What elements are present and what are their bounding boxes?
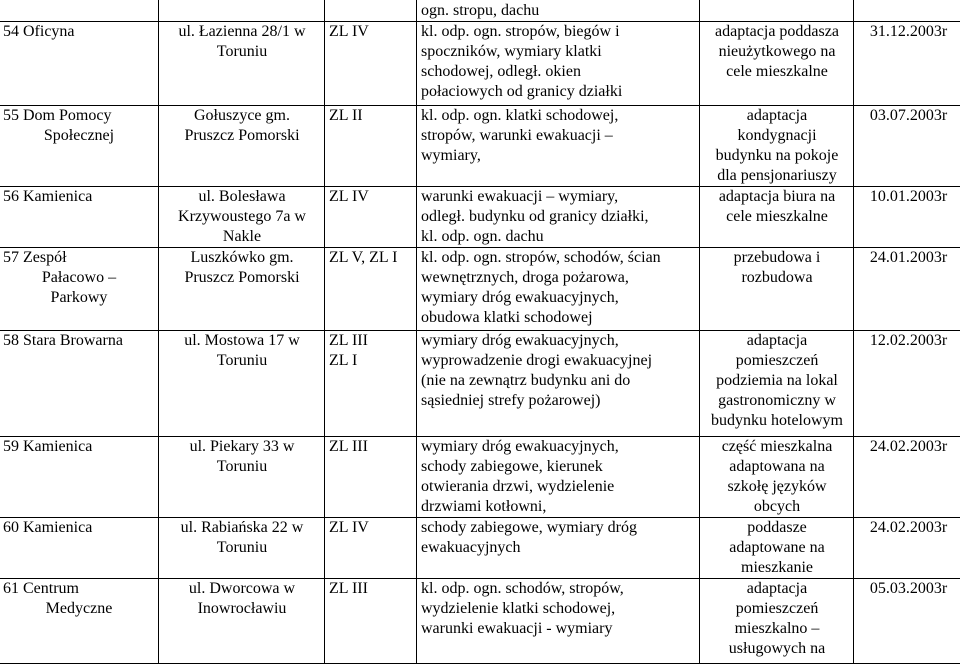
object-name-line: Parkowy	[50, 289, 108, 306]
cont-name-cell	[0, 0, 159, 22]
scope-line: kondygnacji	[737, 127, 817, 144]
address-cell	[159, 518, 325, 579]
object-name-line: Oficyna	[23, 23, 75, 40]
address-line: ul. Łazienna 28/1 w	[178, 23, 306, 40]
address-cell	[159, 106, 325, 187]
scope-cell	[700, 518, 854, 579]
object-name-cell	[0, 518, 159, 579]
scope-line: adaptacja	[746, 580, 808, 597]
scope-cell	[700, 331, 854, 437]
requirements-cell	[417, 518, 700, 579]
scope-line: adaptacja	[746, 332, 808, 349]
risk-category-line: ZL IV	[329, 188, 369, 205]
cont-requirements-line: ogn. stropu, dachu	[421, 2, 540, 19]
table-row	[0, 187, 960, 248]
requirements-cell	[417, 248, 700, 331]
address-line: Pruszcz Pomorski	[184, 127, 300, 144]
requirements-line: wydzielenie klatki schodowej,	[421, 600, 616, 617]
scope-line: adaptacja poddasza	[715, 23, 839, 40]
risk-category-line: ZL V, ZL I	[329, 249, 398, 266]
requirements-line: kl. odp. ogn. stropów, biegów i	[421, 23, 620, 40]
requirements-cell	[417, 579, 700, 664]
requirements-line: wymiary dróg ewakuacyjnych,	[421, 438, 619, 455]
address-cell	[159, 248, 325, 331]
requirements-line: warunki ewakuacji – wymiary,	[421, 188, 619, 205]
object-name-cell	[0, 248, 159, 331]
scope-line: część mieszkalna	[721, 438, 833, 455]
requirements-line: odległ. budynku od granicy działki,	[421, 208, 649, 225]
address-line: Inowrocławiu	[197, 600, 287, 617]
risk-category-line: ZL III	[329, 580, 368, 597]
risk-category-cell	[325, 22, 417, 106]
date: 10.01.2003r	[869, 188, 948, 205]
date: 24.01.2003r	[869, 249, 948, 266]
row-number: 55	[3, 107, 19, 124]
requirements-line: schodowej, odległ. okien	[421, 63, 581, 80]
object-name-line: Społecznej	[43, 127, 115, 144]
address-line: Toruniu	[216, 43, 268, 60]
risk-category-cell	[325, 187, 417, 248]
scope-line: poddasze	[747, 519, 807, 536]
scope-line: adaptowane na	[729, 539, 825, 556]
risk-category-cell	[325, 248, 417, 331]
requirements-cell	[417, 22, 700, 106]
object-name-line: Stara Browarna	[23, 332, 123, 349]
object-name-line: Medyczne	[45, 600, 113, 617]
requirements-line: warunki ewakuacji - wymiary	[421, 620, 613, 637]
date-cell	[854, 248, 960, 331]
table-row	[0, 106, 960, 187]
scope-line: cele mieszkalne	[726, 63, 828, 80]
address-line: Pruszcz Pomorski	[184, 269, 300, 286]
object-name-line: Centrum	[23, 580, 79, 597]
object-name-line: Zespół	[23, 249, 67, 266]
scope-line: dla pensjonariuszy	[717, 167, 837, 184]
row-number: 59	[3, 438, 19, 455]
requirements-line: ewakuacyjnych	[421, 539, 521, 556]
requirements-line: otwierania drzwi, wydzielenie	[421, 478, 615, 495]
object-name-cell	[0, 331, 159, 437]
row-number: 60	[3, 519, 19, 536]
requirements-line: kl. odp. ogn. schodów, stropów,	[421, 580, 624, 597]
address-line: ul. Piekary 33 w	[189, 438, 295, 455]
requirements-line: wewnętrznych, droga pożarowa,	[421, 269, 629, 286]
object-name-cell	[0, 437, 159, 518]
requirements-line: wymiary dróg ewakuacyjnych,	[421, 289, 619, 306]
risk-category-line: ZL IV	[329, 519, 369, 536]
risk-category-cell	[325, 579, 417, 664]
requirements-line: obudowa klatki schodowej	[421, 309, 593, 326]
address-line: ul. Rabiańska 22 w	[180, 519, 304, 536]
requirements-line: wymiary dróg ewakuacyjnych,	[421, 332, 619, 349]
scope-cell	[700, 187, 854, 248]
table-row	[0, 22, 960, 106]
risk-category-cell	[325, 106, 417, 187]
scope-line: budynku hotelowym	[711, 412, 843, 429]
risk-category-line: ZL III	[329, 438, 368, 455]
address-cell	[159, 579, 325, 664]
address-line: ul. Bolesława	[198, 188, 286, 205]
scope-cell	[700, 22, 854, 106]
scope-cell	[700, 437, 854, 518]
requirements-line: (nie na zewnątrz budynku ani do	[421, 372, 631, 389]
scope-line: podziemia na lokal	[716, 372, 838, 389]
date-cell	[854, 187, 960, 248]
address-line: Krzywoustego 7a w	[178, 208, 306, 225]
scope-line: adaptowana na	[729, 458, 825, 475]
address-line: Toruniu	[216, 458, 268, 475]
scope-line: nieużytkowego na	[718, 43, 836, 60]
row-number: 56	[3, 188, 19, 205]
date: 05.03.2003r	[869, 580, 948, 597]
risk-category-line: ZL I	[329, 352, 358, 369]
address-line: Toruniu	[216, 539, 268, 556]
scope-line: cele mieszkalne	[726, 208, 828, 225]
date-cell	[854, 106, 960, 187]
table-row	[0, 437, 960, 518]
row-number: 57	[3, 249, 19, 266]
requirements-line: kl. odp. ogn. stropów, schodów, ścian	[421, 249, 661, 266]
address-cell	[159, 437, 325, 518]
date: 12.02.2003r	[869, 332, 948, 349]
requirements-line: połaciowych od granicy działki	[421, 83, 623, 100]
requirements-line: schody zabiegowe, kierunek	[421, 458, 603, 475]
date-cell	[854, 331, 960, 437]
date-cell	[854, 22, 960, 106]
scope-line: mieszkanie	[741, 559, 813, 576]
scope-line: usługowych na	[728, 640, 826, 657]
requirements-line: kl. odp. ogn. dachu	[421, 228, 544, 245]
row-number: 54	[3, 23, 19, 40]
address-line: Luszkówko gm.	[190, 249, 294, 266]
continuation-row	[0, 0, 960, 22]
date-cell	[854, 579, 960, 664]
date: 31.12.2003r	[869, 23, 948, 40]
requirements-line: stropów, warunki ewakuacji –	[421, 127, 613, 144]
row-number: 61	[3, 580, 19, 597]
scope-cell	[700, 106, 854, 187]
scope-line: adaptacja	[746, 107, 808, 124]
address-cell	[159, 187, 325, 248]
object-name-cell	[0, 22, 159, 106]
address-line: Toruniu	[216, 352, 268, 369]
scope-cell	[700, 579, 854, 664]
address-cell	[159, 331, 325, 437]
scope-cell	[700, 248, 854, 331]
date-cell	[854, 518, 960, 579]
requirements-line: drzwiami kotłowni,	[421, 498, 547, 515]
cont-requirements-cell	[417, 0, 700, 22]
object-name-line: Kamienica	[23, 519, 93, 536]
requirements-line: wyprowadzenie drogi ewakuacyjnej	[421, 352, 653, 369]
address-cell	[159, 22, 325, 106]
scope-line: pomieszczeń	[735, 352, 819, 369]
object-name-line: Pałacowo –	[41, 269, 117, 286]
requirements-cell	[417, 437, 700, 518]
risk-category-cell	[325, 437, 417, 518]
scope-line: adaptacja biura na	[718, 188, 836, 205]
scope-line: obcych	[753, 498, 801, 515]
object-name-line: Dom Pomocy	[23, 107, 112, 124]
address-line: ul. Mostowa 17 w	[184, 332, 300, 349]
table-row	[0, 331, 960, 437]
cont-scope-cell	[700, 0, 854, 22]
object-name-line: Kamienica	[23, 438, 93, 455]
object-name-cell	[0, 106, 159, 187]
requirements-line: kl. odp. ogn. klatki schodowej,	[421, 107, 619, 124]
requirements-line: spoczników, wymiary klatki	[421, 43, 602, 60]
risk-category-line: ZL II	[329, 107, 363, 124]
object-name-line: Kamienica	[23, 188, 93, 205]
date-cell	[854, 437, 960, 518]
address-line: ul. Dworcowa w	[188, 580, 296, 597]
scope-line: rozbudowa	[741, 269, 813, 286]
date: 24.02.2003r	[869, 438, 948, 455]
scope-line: mieszkalno –	[734, 620, 820, 637]
risk-category-line: ZL IV	[329, 23, 369, 40]
date: 24.02.2003r	[869, 519, 948, 536]
cont-zone-cell	[325, 0, 417, 22]
scope-line: szkołę języków	[727, 478, 827, 495]
requirements-cell	[417, 187, 700, 248]
requirements-cell	[417, 331, 700, 437]
table-row	[0, 518, 960, 579]
risk-category-cell	[325, 518, 417, 579]
scope-line: pomieszczeń	[735, 600, 819, 617]
address-line: Nakle	[222, 228, 262, 245]
object-name-cell	[0, 187, 159, 248]
cont-address-cell	[159, 0, 325, 22]
cont-date-cell	[854, 0, 960, 22]
row-number: 58	[3, 332, 19, 349]
risk-category-cell	[325, 331, 417, 437]
requirements-cell	[417, 106, 700, 187]
scope-line: przebudowa i	[733, 249, 821, 266]
requirements-line: sąsiedniej strefy pożarowej)	[421, 392, 601, 409]
risk-category-line: ZL III	[329, 332, 368, 349]
table-row	[0, 248, 960, 331]
date: 03.07.2003r	[869, 107, 948, 124]
requirements-line: schody zabiegowe, wymiary dróg	[421, 519, 637, 536]
requirements-line: wymiary,	[421, 147, 481, 164]
object-name-cell	[0, 579, 159, 664]
scope-line: gastronomiczny w	[718, 392, 836, 409]
scope-line: budynku na pokoje	[715, 147, 839, 164]
table-row	[0, 579, 960, 664]
address-line: Gołuszyce gm.	[194, 107, 290, 124]
